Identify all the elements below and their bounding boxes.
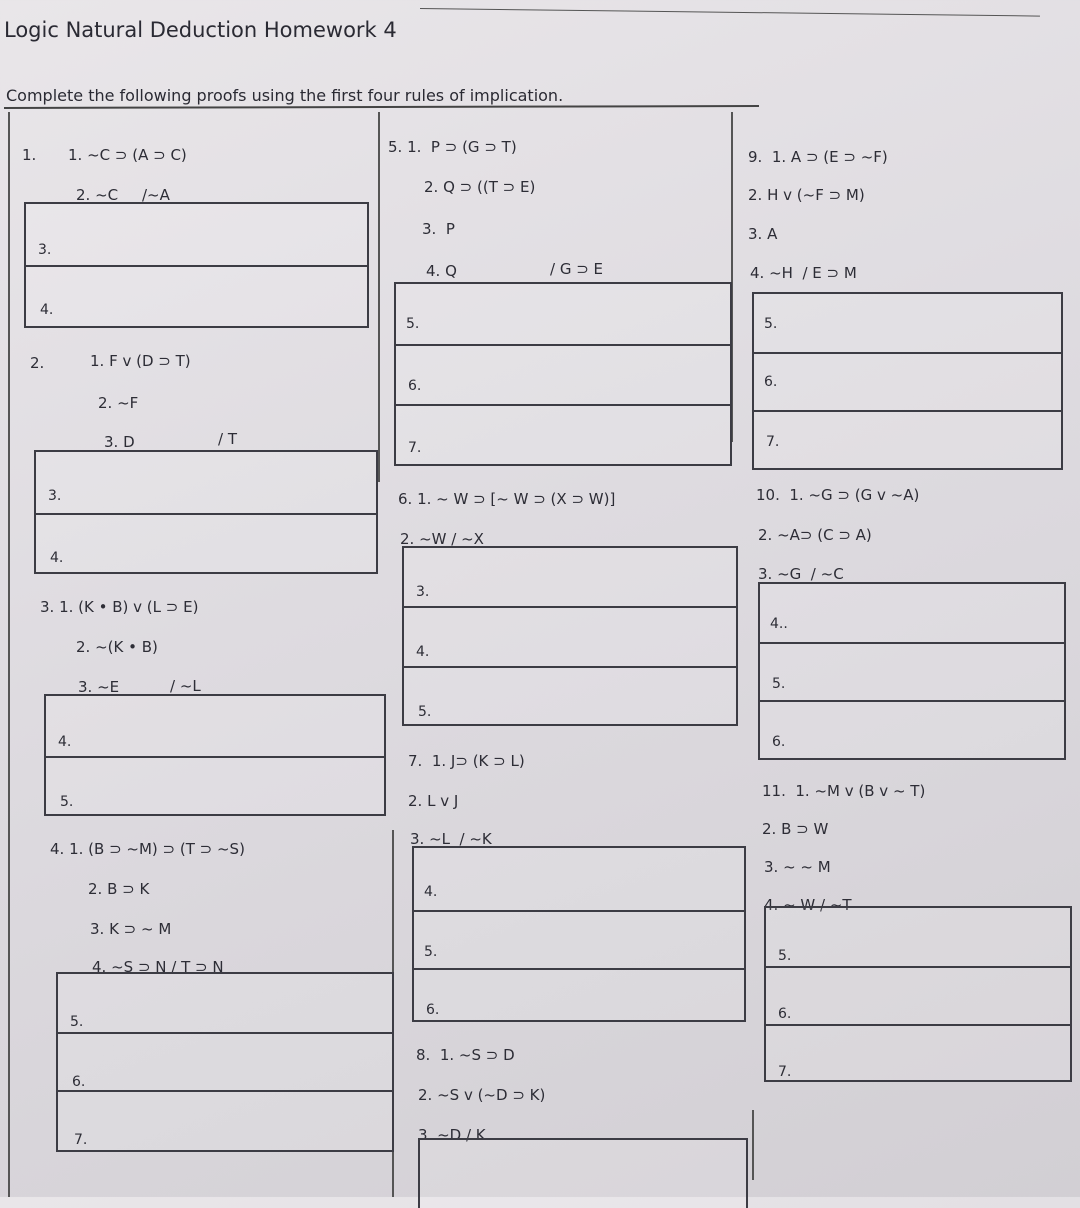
- answer-line-label[interactable]: 6.: [426, 1002, 440, 1018]
- answer-line-label[interactable]: 4..: [770, 616, 788, 632]
- answer-line-label[interactable]: 4.: [50, 550, 64, 566]
- problem-8-premise-3: 3. ~D / K: [418, 1126, 486, 1144]
- problem-8-premise-2: 2. ~S v (~D ⊃ K): [418, 1086, 546, 1104]
- problem-11-premise-2: 2. B ⊃ W: [762, 820, 829, 838]
- problem-7-premise-3: 3. ~L / ~K: [410, 830, 492, 848]
- problem-7-answer-box: [412, 846, 746, 1022]
- problem-10-premise-2: 2. ~A⊃ (C ⊃ A): [758, 526, 872, 544]
- problem-3-premise-3: 3. ~E: [78, 678, 120, 696]
- problem-1-premise-2: 2. ~C /~A: [76, 186, 170, 204]
- answer-line-label[interactable]: 5.: [418, 704, 432, 720]
- row-divider: [58, 1090, 392, 1092]
- problem-5-premise-3: 3. P: [422, 220, 455, 238]
- answer-line-label[interactable]: 6.: [764, 374, 778, 390]
- page-title: Logic Natural Deduction Homework 4: [4, 18, 397, 42]
- answer-line-label[interactable]: 7.: [778, 1064, 792, 1080]
- answer-line-label[interactable]: 5.: [778, 948, 792, 964]
- answer-line-label[interactable]: 6.: [72, 1074, 86, 1090]
- problem-7-premise-2: 2. L v J: [408, 792, 459, 810]
- problem-5-premise-2: 2. Q ⊃ ((T ⊃ E): [424, 178, 536, 196]
- problem-11-premise-3: 3. ~ ~ M: [764, 858, 831, 876]
- problem-3-conclusion: / ~L: [170, 677, 201, 695]
- problem-5-premise-4: 4. Q: [426, 262, 457, 280]
- answer-line-label[interactable]: 5.: [70, 1014, 84, 1030]
- problem-4-premise-2: 2. B ⊃ K: [88, 880, 150, 898]
- row-divider: [404, 666, 736, 668]
- column-divider-1: [378, 112, 380, 482]
- problem-8-answer-box: [418, 1138, 748, 1208]
- answer-line-label[interactable]: 5.: [772, 676, 786, 692]
- problem-9-answer-box: [752, 292, 1063, 470]
- answer-line-label[interactable]: 4.: [416, 644, 430, 660]
- problem-4-answer-box: [56, 972, 394, 1152]
- problem-6-answer-box: [402, 546, 738, 726]
- row-divider: [414, 968, 744, 970]
- row-divider: [396, 404, 730, 406]
- problem-11-premise-4: 4. ~ W / ~T: [764, 896, 852, 914]
- answer-line-label[interactable]: 7.: [408, 440, 422, 456]
- problem-2-premise-1: 1. F v (D ⊃ T): [90, 352, 191, 370]
- column-divider-2b: [752, 1110, 754, 1180]
- answer-line-label[interactable]: 6.: [408, 378, 422, 394]
- problem-6-premise-2: 2. ~W / ~X: [400, 530, 484, 548]
- answer-line-label[interactable]: 6.: [772, 734, 786, 750]
- problem-2-premise-2: 2. ~F: [98, 394, 139, 412]
- top-edge-line: [420, 8, 1040, 17]
- answer-line-label[interactable]: 6.: [778, 1006, 792, 1022]
- problem-5-conclusion: / G ⊃ E: [550, 260, 604, 278]
- row-divider: [58, 1032, 392, 1034]
- problem-4-premise-3: 3. K ⊃ ~ M: [90, 920, 172, 938]
- instructions: Complete the following proofs using the first four rules of implication.: [6, 86, 564, 105]
- problem-10-premise-1: 10. 1. ~G ⊃ (G v ~A): [756, 486, 920, 504]
- answer-line-label[interactable]: 3.: [416, 584, 430, 600]
- problem-3-premise-2: 2. ~(K • B): [76, 638, 158, 656]
- problem-8-premise-1: 8. 1. ~S ⊃ D: [416, 1046, 515, 1064]
- row-divider: [36, 513, 376, 515]
- row-divider: [46, 756, 384, 758]
- problem-5-answer-box: [394, 282, 732, 466]
- answer-line-label[interactable]: 5.: [60, 794, 74, 810]
- problem-9-premise-2: 2. H v (~F ⊃ M): [748, 186, 865, 204]
- problem-2-answer-box: [34, 450, 378, 574]
- row-divider: [26, 265, 367, 267]
- answer-line-label[interactable]: 5.: [764, 316, 778, 332]
- answer-line-label[interactable]: 3.: [48, 488, 62, 504]
- problem-9-premise-1: 9. 1. A ⊃ (E ⊃ ~F): [748, 148, 888, 166]
- problem-1-answer-box: [24, 202, 369, 328]
- answer-line-label[interactable]: 7.: [766, 434, 780, 450]
- answer-line-label[interactable]: 7.: [74, 1132, 88, 1148]
- problem-9-premise-3: 3. A: [748, 225, 778, 243]
- problem-7-premise-1: 7. 1. J⊃ (K ⊃ L): [408, 752, 525, 770]
- answer-line-label[interactable]: 5.: [424, 944, 438, 960]
- problem-6-premise-1: 6. 1. ~ W ⊃ [~ W ⊃ (X ⊃ W)]: [398, 490, 616, 508]
- problem-3-premise-1: 3. 1. (K • B) v (L ⊃ E): [40, 598, 199, 616]
- instructions-underline: [4, 105, 759, 109]
- row-divider: [414, 910, 744, 912]
- row-divider: [766, 1024, 1070, 1026]
- problem-10-answer-box: [758, 582, 1066, 760]
- row-divider: [754, 352, 1061, 354]
- problem-1-number: 1.: [22, 146, 37, 164]
- problem-11-answer-box: [764, 906, 1072, 1082]
- problem-4-premise-1: 4. 1. (B ⊃ ~M) ⊃ (T ⊃ ~S): [50, 840, 245, 858]
- problem-10-premise-3: 3. ~G / ~C: [758, 565, 844, 583]
- row-divider: [766, 966, 1070, 968]
- problem-2-number: 2.: [30, 354, 45, 372]
- problem-2-premise-3: 3. D: [104, 433, 135, 451]
- answer-line-label[interactable]: 4.: [40, 302, 54, 318]
- problem-11-premise-1: 11. 1. ~M v (B v ~ T): [762, 782, 926, 800]
- problem-2-conclusion: / T: [218, 430, 237, 448]
- answer-line-label[interactable]: 3.: [38, 242, 52, 258]
- problem-5-premise-1: 5. 1. P ⊃ (G ⊃ T): [388, 138, 517, 156]
- problem-4-premise-4: 4. ~S ⊃ N / T ⊃ N: [92, 958, 224, 976]
- problem-9-premise-4: 4. ~H / E ⊃ M: [750, 264, 857, 282]
- answer-line-label[interactable]: 4.: [424, 884, 438, 900]
- answer-line-label[interactable]: 5.: [406, 316, 420, 332]
- row-divider: [754, 410, 1061, 412]
- answer-line-label[interactable]: 4.: [58, 734, 72, 750]
- row-divider: [760, 700, 1064, 702]
- problem-3-answer-box: [44, 694, 386, 816]
- row-divider: [760, 642, 1064, 644]
- row-divider: [396, 344, 730, 346]
- problem-1-premise-1: 1. ~C ⊃ (A ⊃ C): [68, 146, 187, 164]
- left-border: [8, 112, 10, 1197]
- row-divider: [404, 606, 736, 608]
